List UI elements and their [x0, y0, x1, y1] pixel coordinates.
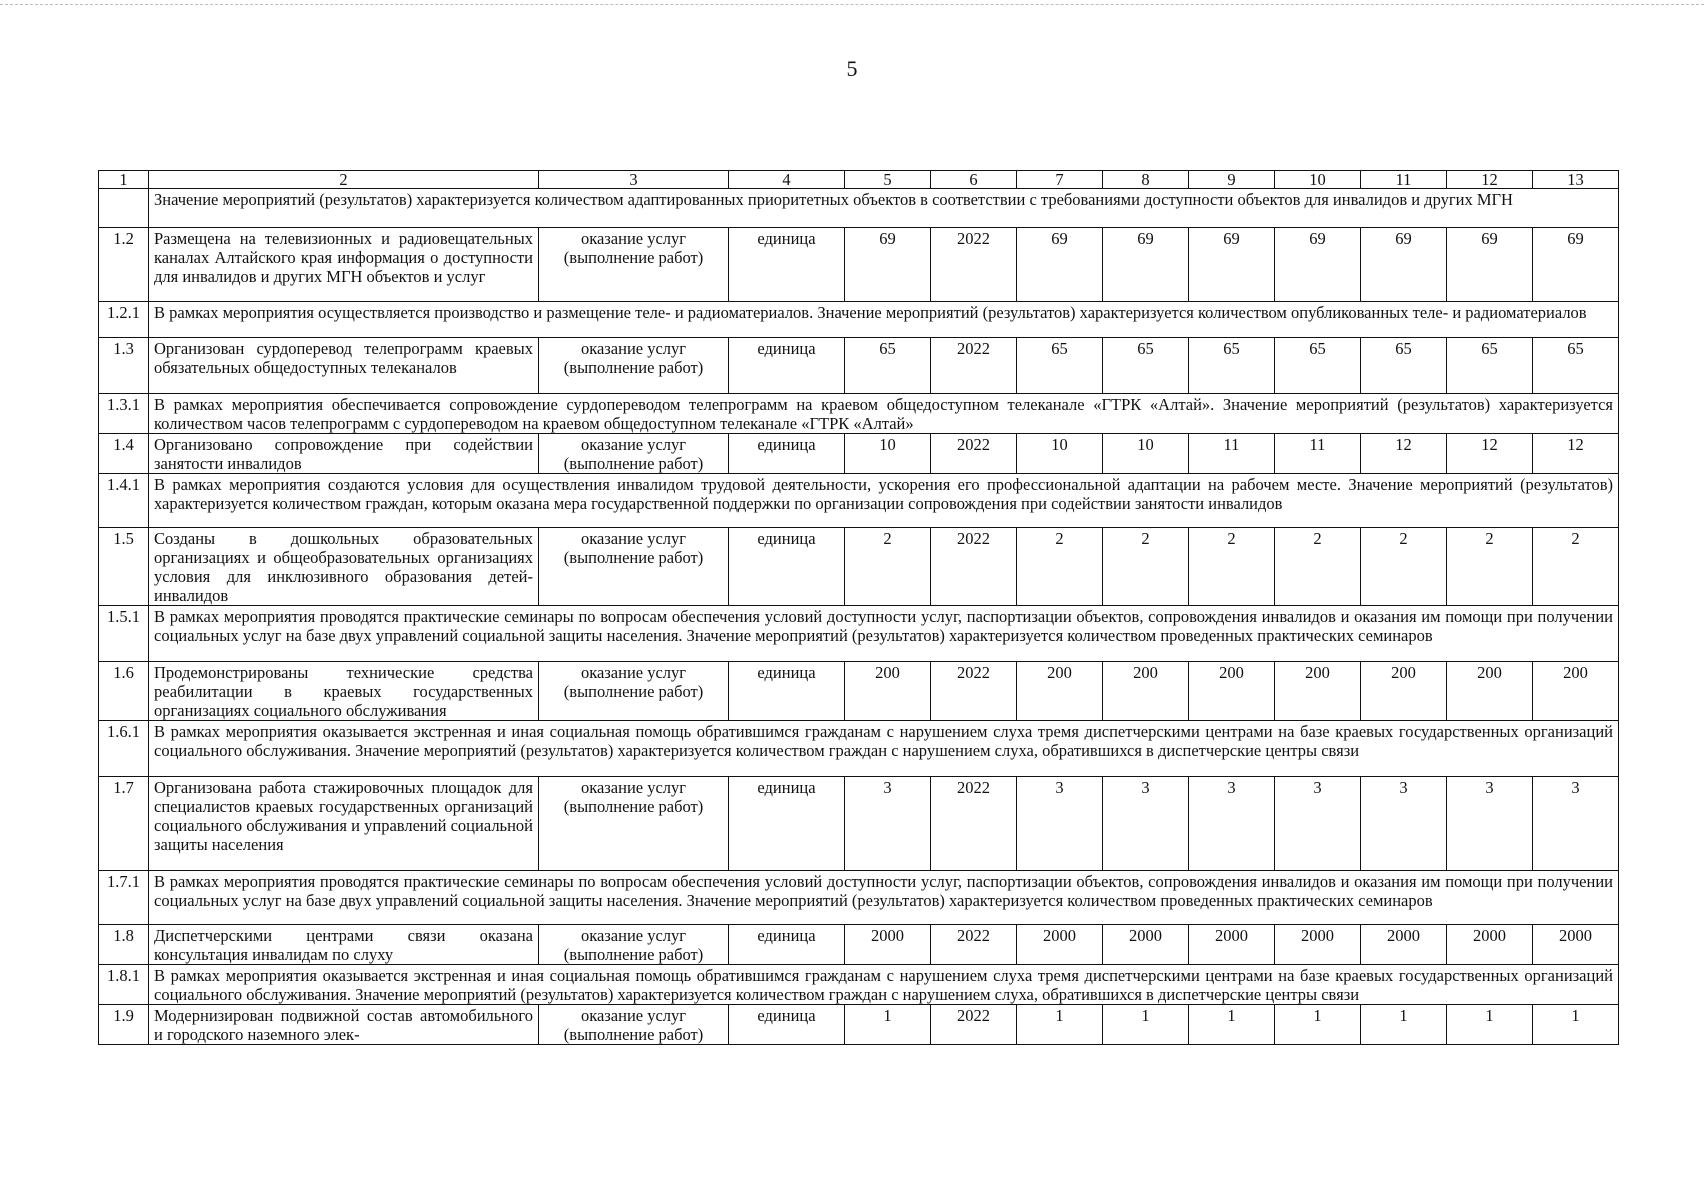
value-cell: 1: [1103, 1005, 1189, 1045]
value-cell: 2000: [1447, 925, 1533, 965]
column-number-header: 9: [1189, 171, 1275, 189]
unit-of-measure: единица: [729, 228, 845, 302]
value-cell: 69: [1103, 228, 1189, 302]
value-cell: 12: [1447, 434, 1533, 474]
row-number: 1.5: [99, 528, 149, 606]
table-row: [99, 1005, 1619, 1045]
column-number-header: 3: [539, 171, 729, 189]
row-description: В рамках мероприятия создаются условия для осуществления инвалидом трудовой деятельности, ускорения его профессиональной адаптации на рабочем месте. Значение мероприятий (результатов) характеризуется количеством граждан, которым оказана мера государственной поддержки по организации сопровождения при содействии занятости инвалидов: [149, 474, 1619, 528]
row-description: В рамках мероприятия проводятся практические семинары по вопросам обеспечения условий доступности услуг, паспортизации объектов, сопровождения инвалидов и оказания им помощи при получении социальных услуг на базе двух управлений социальной защиты населения. Значение мероприятий (результатов) характеризуется количеством проведенных практических семинаров: [149, 606, 1619, 662]
value-cell: 1: [1189, 1005, 1275, 1045]
value-cell: 2022: [931, 777, 1017, 871]
row-description: В рамках мероприятия оказывается экстренная и иная социальная помощь обратившимся гражданам с нарушением слуха тремя диспетчерскими центрами на базе краевых государственных организаций социального обслуживания. Значение мероприятий (результатов) характеризуется количеством граждан с нарушением слуха, обратившихся в диспетчерские центры связи: [149, 721, 1619, 777]
result-type: оказание услуг (выполнение работ): [539, 338, 729, 394]
row-number: 1.4.1: [99, 474, 149, 528]
table-row: [99, 228, 1619, 302]
value-cell: 2: [1103, 528, 1189, 606]
value-cell: 2000: [1017, 925, 1103, 965]
row-number: 1.7.1: [99, 871, 149, 925]
unit-of-measure: единица: [729, 338, 845, 394]
column-number-header: 10: [1275, 171, 1361, 189]
table-row: [99, 338, 1619, 394]
value-cell: 11: [1189, 434, 1275, 474]
event-name: Организовано сопровождение при содействии занятости инвалидов: [149, 434, 539, 474]
value-cell: 11: [1275, 434, 1361, 474]
value-cell: 2022: [931, 338, 1017, 394]
value-cell: 65: [1103, 338, 1189, 394]
value-cell: 3: [1017, 777, 1103, 871]
value-cell: 200: [1361, 662, 1447, 721]
column-number-header: 6: [931, 171, 1017, 189]
value-cell: 2022: [931, 662, 1017, 721]
value-cell: 3: [1447, 777, 1533, 871]
value-cell: 200: [1275, 662, 1361, 721]
value-cell: 69: [1447, 228, 1533, 302]
value-cell: 3: [1189, 777, 1275, 871]
row-number: 1.2.1: [99, 302, 149, 338]
page-number: 5: [846, 56, 858, 81]
event-name: Размещена на телевизионных и радиовещательных каналах Алтайского края информация о доступности для инвалидов и других МГН объектов и услуг: [149, 228, 539, 302]
row-number: 1.7: [99, 777, 149, 871]
row-number: 1.3.1: [99, 394, 149, 434]
description-row: [99, 871, 1619, 925]
value-cell: 2: [1275, 528, 1361, 606]
value-cell: 2: [1361, 528, 1447, 606]
unit-of-measure: единица: [729, 1005, 845, 1045]
value-cell: 3: [1361, 777, 1447, 871]
value-cell: 65: [1447, 338, 1533, 394]
result-type: оказание услуг (выполнение работ): [539, 1005, 729, 1045]
value-cell: 2: [1017, 528, 1103, 606]
unit-of-measure: единица: [729, 662, 845, 721]
value-cell: 200: [1447, 662, 1533, 721]
column-number-header: 8: [1103, 171, 1189, 189]
value-cell: 2000: [1103, 925, 1189, 965]
value-cell: 69: [1189, 228, 1275, 302]
column-number-header: 13: [1533, 171, 1619, 189]
description-row: [99, 606, 1619, 662]
value-cell: 10: [1103, 434, 1189, 474]
description-row: [99, 302, 1619, 338]
top-edge-rule: [0, 4, 1704, 6]
result-type: оказание услуг (выполнение работ): [539, 777, 729, 871]
column-number-header: 2: [149, 171, 539, 189]
row-number: 1.6.1: [99, 721, 149, 777]
result-type: оказание услуг (выполнение работ): [539, 925, 729, 965]
value-cell: 65: [845, 338, 931, 394]
row-number: 1.2: [99, 228, 149, 302]
value-cell: 2022: [931, 528, 1017, 606]
value-cell: 1: [845, 1005, 931, 1045]
value-cell: 200: [1189, 662, 1275, 721]
description-row: [99, 721, 1619, 777]
table-row: [99, 662, 1619, 721]
result-type: оказание услуг (выполнение работ): [539, 662, 729, 721]
row-number: 1.6: [99, 662, 149, 721]
value-cell: 200: [1017, 662, 1103, 721]
column-number-header: 1: [99, 171, 149, 189]
column-number-header: 7: [1017, 171, 1103, 189]
value-cell: 2000: [1189, 925, 1275, 965]
result-type: оказание услуг (выполнение работ): [539, 434, 729, 474]
unit-of-measure: единица: [729, 528, 845, 606]
value-cell: 2: [1189, 528, 1275, 606]
value-cell: 2000: [845, 925, 931, 965]
value-cell: 69: [1361, 228, 1447, 302]
value-cell: 2: [1447, 528, 1533, 606]
table-row: [99, 777, 1619, 871]
table-body: [99, 171, 1619, 1045]
value-cell: 1: [1275, 1005, 1361, 1045]
value-cell: 2022: [931, 1005, 1017, 1045]
result-type: оказание услуг (выполнение работ): [539, 228, 729, 302]
event-name: Организован сурдоперевод телепрограмм краевых обязательных общедоступных телеканалов: [149, 338, 539, 394]
value-cell: 2000: [1533, 925, 1619, 965]
table-row: [99, 925, 1619, 965]
value-cell: 12: [1533, 434, 1619, 474]
value-cell: 69: [1017, 228, 1103, 302]
description-row: [99, 189, 1619, 228]
row-description: Значение мероприятий (результатов) характеризуется количеством адаптированных приоритетных объектов в соответствии с требованиями доступности объектов для инвалидов и других МГН: [149, 189, 1619, 228]
value-cell: 65: [1275, 338, 1361, 394]
value-cell: 69: [845, 228, 931, 302]
column-number-header: 4: [729, 171, 845, 189]
value-cell: 2022: [931, 925, 1017, 965]
value-cell: 69: [1533, 228, 1619, 302]
row-number: 1.8: [99, 925, 149, 965]
value-cell: 3: [845, 777, 931, 871]
row-description: В рамках мероприятия проводятся практические семинары по вопросам обеспечения условий доступности услуг, паспортизации объектов, сопровождения инвалидов и оказания им помощи при получении социальных услуг на базе двух управлений социальной защиты населения. Значение мероприятий (результатов) характеризуется количеством проведенных практических семинаров: [149, 871, 1619, 925]
value-cell: 65: [1017, 338, 1103, 394]
value-cell: 1: [1447, 1005, 1533, 1045]
value-cell: 69: [1275, 228, 1361, 302]
indicators-table: [98, 170, 1619, 1045]
event-name: Организована работа стажировочных площадок для специалистов краевых государственных организаций социального обслуживания и управлений социальной защиты населения: [149, 777, 539, 871]
row-description: В рамках мероприятия оказывается экстренная и иная социальная помощь обратившимся гражданам с нарушением слуха тремя диспетчерскими центрами на базе краевых государственных организаций социального обслуживания. Значение мероприятий (результатов) характеризуется количеством граждан с нарушением слуха, обратившихся в диспетчерские центры связи: [149, 965, 1619, 1005]
table-row: [99, 434, 1619, 474]
description-row: [99, 474, 1619, 528]
event-name: Модернизирован подвижной состав автомобильного и городского наземного элек-: [149, 1005, 539, 1045]
event-name: Диспетчерскими центрами связи оказана консультация инвалидам по слуху: [149, 925, 539, 965]
description-row: [99, 965, 1619, 1005]
value-cell: 3: [1103, 777, 1189, 871]
value-cell: 2: [845, 528, 931, 606]
unit-of-measure: единица: [729, 777, 845, 871]
value-cell: 200: [845, 662, 931, 721]
value-cell: 2022: [931, 434, 1017, 474]
value-cell: 3: [1275, 777, 1361, 871]
value-cell: 2: [1533, 528, 1619, 606]
row-number: 1.9: [99, 1005, 149, 1045]
value-cell: 65: [1533, 338, 1619, 394]
value-cell: 1: [1017, 1005, 1103, 1045]
result-type: оказание услуг (выполнение работ): [539, 528, 729, 606]
value-cell: 65: [1189, 338, 1275, 394]
value-cell: 12: [1361, 434, 1447, 474]
unit-of-measure: единица: [729, 434, 845, 474]
row-number: [99, 189, 149, 228]
table-row: [99, 528, 1619, 606]
value-cell: 10: [845, 434, 931, 474]
value-cell: 1: [1533, 1005, 1619, 1045]
value-cell: 65: [1361, 338, 1447, 394]
event-name: Продемонстрированы технические средства реабилитации в краевых государственных организациях социального обслуживания: [149, 662, 539, 721]
row-description: В рамках мероприятия обеспечивается сопровождение сурдопереводом телепрограмм на краевом общедоступном телеканале «ГТРК «Алтай». Значение мероприятий (результатов) характеризуется количеством часов телепрограмм с сурдопереводом на краевом общедоступном телеканале «ГТРК «Алтай»: [149, 394, 1619, 434]
value-cell: 200: [1533, 662, 1619, 721]
event-name: Созданы в дошкольных образовательных организациях и общеобразовательных организациях условия для инклюзивного образования детей-инвалидов: [149, 528, 539, 606]
value-cell: 2000: [1361, 925, 1447, 965]
column-number-header: 12: [1447, 171, 1533, 189]
row-number: 1.4: [99, 434, 149, 474]
header-row: [99, 171, 1619, 189]
value-cell: 2022: [931, 228, 1017, 302]
value-cell: 10: [1017, 434, 1103, 474]
unit-of-measure: единица: [729, 925, 845, 965]
row-number: 1.5.1: [99, 606, 149, 662]
value-cell: 200: [1103, 662, 1189, 721]
value-cell: 1: [1361, 1005, 1447, 1045]
value-cell: 3: [1533, 777, 1619, 871]
row-number: 1.3: [99, 338, 149, 394]
column-number-header: 5: [845, 171, 931, 189]
row-description: В рамках мероприятия осуществляется производство и размещение теле- и радиоматериалов. Значение мероприятий (результатов) характеризуется количеством опубликованных теле- и радиоматериалов: [149, 302, 1619, 338]
value-cell: 2000: [1275, 925, 1361, 965]
row-number: 1.8.1: [99, 965, 149, 1005]
description-row: [99, 394, 1619, 434]
column-number-header: 11: [1361, 171, 1447, 189]
